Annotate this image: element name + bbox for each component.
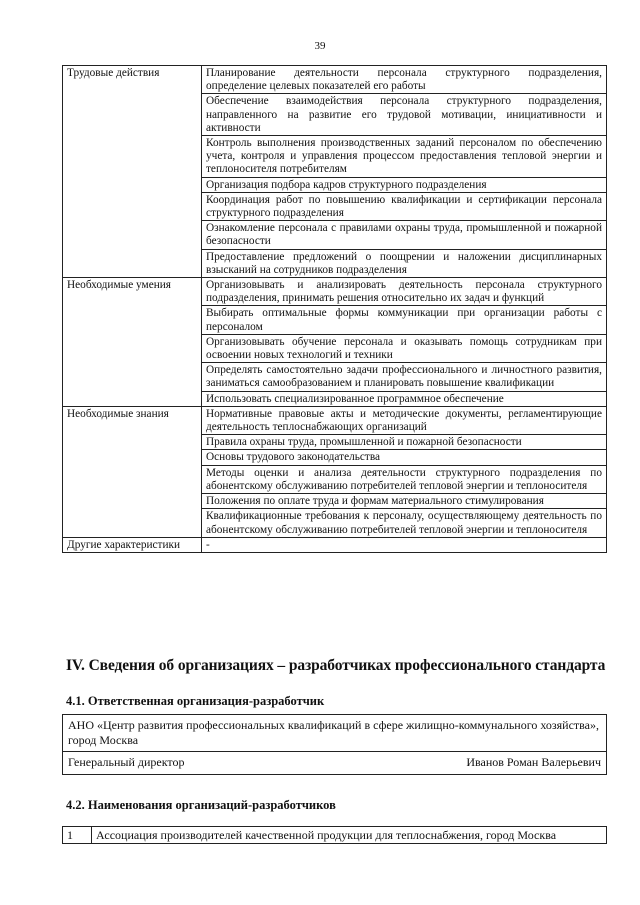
section-title: IV. Сведения об организациях – разработчиках профессионального стандарта — [66, 657, 606, 674]
table-cell: Выбирать оптимальные формы коммуникации при организации работы с персоналом — [202, 306, 607, 334]
table-row — [63, 715, 607, 752]
table-cell: Планирование деятельности персонала структурного подразделения, определение целевых показателей его работы — [202, 66, 607, 94]
table-row — [63, 278, 607, 306]
row-label-required-skills: Необходимые умения — [63, 278, 202, 407]
signatory-row — [68, 755, 601, 770]
row-label-labor-actions: Трудовые действия — [63, 66, 202, 278]
labor-functions-table — [62, 65, 607, 553]
table-cell: Положения по оплате труда и формам материального стимулирования — [202, 494, 607, 509]
table-cell: Квалификационные требования к персоналу, осуществляющему деятельность по абонентскому обслуживанию потребителей тепловой энергии и теплоносителя — [202, 509, 607, 537]
table-cell: Ознакомление персонала с правилами охраны труда, промышленной и пожарной безопасности — [202, 221, 607, 249]
signatory-cell — [63, 752, 607, 775]
table-cell: Правила охраны труда, промышленной и пожарной безопасности — [202, 435, 607, 450]
developer-name: Ассоциация производителей качественной продукции для теплоснабжения, город Москва — [92, 827, 607, 844]
table-cell: Организовывать и анализировать деятельность персонала структурного подразделения, принимать решения относительно их задач и функций — [202, 278, 607, 306]
responsible-org-heading: 4.1. Ответственная организация-разработчик — [66, 694, 325, 708]
table-cell: Контроль выполнения производственных заданий персоналом по обеспечению учета, контроля и управления процессом предоставления тепловой энергии и теплоносителя потребителям — [202, 136, 607, 178]
table-cell: Нормативные правовые акты и методические документы, регламентирующие деятельность теплоснабжающих организаций — [202, 406, 607, 434]
table-row — [63, 66, 607, 94]
table-row — [63, 827, 607, 844]
page-number: 39 — [314, 40, 326, 52]
table-cell: - — [202, 537, 607, 552]
developer-number: 1 — [63, 827, 92, 844]
signatory-name: Иванов Роман Валерьевич — [466, 755, 601, 769]
table-cell: Организовывать обучение персонала и оказывать помощь сотрудникам при освоении новых технологий и техники — [202, 334, 607, 362]
developers-heading: 4.2. Наименования организаций-разработчиков — [66, 798, 336, 812]
table-row — [63, 752, 607, 775]
table-cell: Использовать специализированное программное обеспечение — [202, 391, 607, 406]
table-cell: Определять самостоятельно задачи профессионального и личностного развития, заниматься самообразованием и планировать повышение квалификации — [202, 363, 607, 391]
table-cell: Основы трудового законодательства — [202, 450, 607, 465]
developers-table — [62, 826, 607, 844]
table-cell: Предоставление предложений о поощрении и наложении дисциплинарных взысканий на сотрудников подразделения — [202, 249, 607, 277]
table-row — [63, 406, 607, 434]
row-label-other-characteristics: Другие характеристики — [63, 537, 202, 552]
table-cell: Обеспечение взаимодействия персонала структурного подразделения, направленного на развитие его трудовой мотивации, инициативности и активности — [202, 94, 607, 136]
table-cell: Организация подбора кадров структурного подразделения — [202, 177, 607, 192]
table-cell: Методы оценки и анализа деятельности структурного подразделения по абонентскому обслуживанию потребителей тепловой энергии и теплоносителя — [202, 465, 607, 493]
org-name: АНО «Центр развития профессиональных квалификаций в сфере жилищно-коммунального хозяйства», город Москва — [63, 715, 607, 752]
table-cell: Координация работ по повышению квалификации и сертификации персонала структурного подразделения — [202, 192, 607, 220]
row-label-required-knowledge: Необходимые знания — [63, 406, 202, 537]
responsible-org-table — [62, 714, 607, 775]
table-row — [63, 537, 607, 552]
signatory-position: Генеральный директор — [68, 755, 185, 769]
